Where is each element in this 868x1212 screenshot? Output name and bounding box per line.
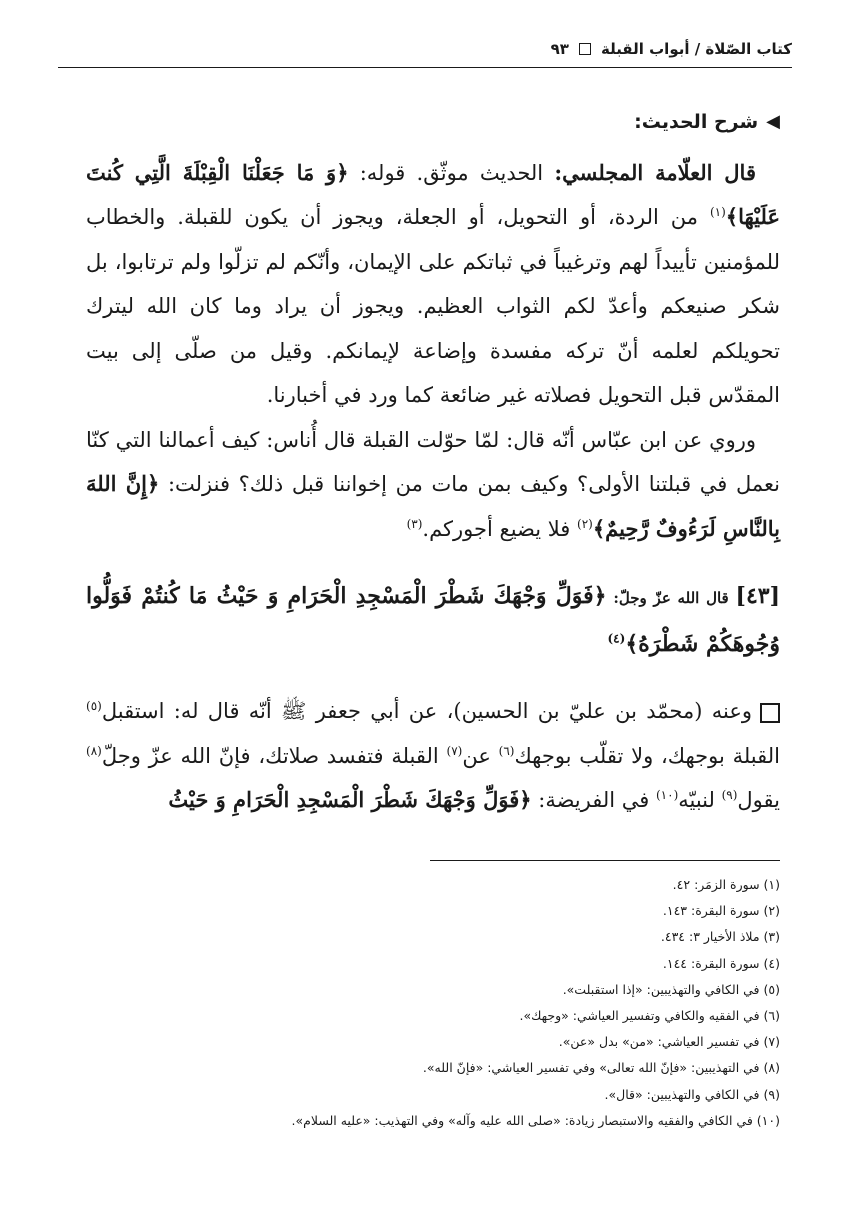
triangle-left-icon: ◀ (766, 111, 780, 132)
text-run: عن (462, 743, 499, 768)
footnote: (١٠) في الكافي والفقيه والاستبصار زيادة: «صلى الله عليه وآله» وفي التهذيب: «عليه السلام». (291, 1112, 780, 1128)
narration-paragraph (86, 689, 780, 823)
main-text (86, 100, 780, 823)
commentary-paragraph (86, 151, 780, 418)
text-run: القبلة فتفسد صلاتك، فإنّ الله عزّ وجلّ (101, 743, 447, 768)
footnote: (٢) سورة البقرة: ١٤٣. (662, 903, 780, 919)
footnote-ref: (٢) (577, 516, 593, 531)
text-run: لنبيّه (678, 788, 722, 812)
text-run: الحديث موثّق. قوله: (348, 160, 555, 185)
section-heading (86, 100, 780, 145)
footnotes (80, 872, 780, 1134)
quran-quote: ﴿إِنَّ اللهَ بِالنَّاسِ لَرَءُوفٌ رَّحِيمٌ﴾ (86, 471, 780, 541)
footnote-ref: (١) (709, 205, 726, 219)
quran-quote: ﴿وَ مَا جَعَلْنَا الْقِبْلَةَ الَّتِي كُنتَ عَلَيْهَا﴾ (86, 159, 780, 229)
footnote-ref: (٩) (721, 788, 738, 802)
text-run: وعنه (محمّد بن عليّ بن الحسين)، عن أبي جعفر ﷺ أنّه قال له: استقبل (101, 699, 752, 723)
footnote: (٦) في الفقيه والكافي وتفسير العياشي: «وجهك». (519, 1008, 780, 1024)
verse-text: ﴿فَوَلِّ وَجْهَكَ شَطْرَ الْمَسْجِدِ الْحَرَامِ وَ حَيْثُ مَا كُنتُمْ فَوَلُّوا وُجُوهَكُمْ شَطْرَهُ﴾ (86, 583, 780, 657)
footnote: (٧) في تفسير العياشي: «من» بدل «عن». (558, 1034, 780, 1050)
page-number: ٩٣ (550, 40, 569, 58)
verse-number: [٤٣] (735, 583, 781, 609)
footnote-ref: (٨) (86, 743, 102, 758)
footnote-ref: (٣) (406, 516, 423, 531)
footnote-ref: (١٠) (655, 788, 679, 802)
section-heading-label: شرح الحديث: (634, 111, 759, 133)
verse-block (86, 573, 780, 667)
text-run: في الفريضة: (531, 788, 656, 812)
text-run: فلا يضيع أجوركم. (422, 516, 578, 541)
quran-quote: ﴿فَوَلِّ وَجْهَكَ شَطْرَ الْمَسْجِدِ الْحَرَامِ وَ حَيْثُ (168, 787, 532, 812)
footnote: (٨) في التهذيبين: «فإنّ الله تعالى» وفي تفسير العياشي: «فإنّ الله». (422, 1060, 780, 1076)
footnote: (٤) سورة البقرة: ١٤٤. (662, 955, 780, 971)
header-title: كتاب الصّلاة / أبواب القبلة (600, 40, 792, 58)
footnote: (١) سورة الزمَر: ٤٢. (672, 877, 780, 892)
scholar-name: قال العلّامة المجلسي: (554, 159, 756, 185)
header-divider (58, 67, 792, 68)
footnote-ref: (٤) (607, 631, 626, 646)
footnote: (٥) في الكافي والتهذيبين: «إذا استقبلت». (562, 981, 780, 997)
square-marker-icon (760, 703, 780, 723)
square-icon (579, 43, 591, 55)
footnote-divider (430, 860, 780, 861)
running-header (58, 36, 792, 62)
footnote-ref: (٧) (446, 743, 463, 758)
footnote-ref: (٦) (498, 743, 515, 758)
text-run: يقول (737, 788, 780, 812)
text-run: وروي عن ابن عبّاس أنّه قال: لمّا حوّلت القبلة قال أُناس: كيف أعمالنا التي كنّا نعمل في قبلتنا الأولى؟ وكيف بمن مات من إخواننا قبل ذلك؟ فنزلت: (86, 427, 780, 496)
footnote: (٩) في الكافي والتهذيبين: «قال». (604, 1086, 780, 1102)
text-run: من الردة، أو التحويل، أو الجعلة، ويجوز أن يكون للقبلة. والخطاب للمؤمنين تأييداً لهم وترغيباً في ثباتكم على الإيمان، وأنّكم لم تزلّوا ولم ترتابوا، بل شكر صنيعكم وأعدّ لكم الثواب العظيم. ويجوز أن يراد وما كان الله ليترك تحويلكم لعلمه أنّ تركه مفسدة وإضاعة لإيمانكم. وقيل من صلّى إلى بيت المقدّس قبل التحويل فصلاته غير ضائعة كما ورد في أخبارنا. (86, 205, 780, 407)
text-run: القبلة بوجهك، ولا تقلّب بوجهك (514, 743, 780, 768)
commentary-paragraph (86, 418, 780, 552)
footnote-ref: (٥) (86, 699, 102, 713)
footnote: (٣) ملاذ الأخيار ٣: ٤٣٤. (660, 929, 780, 945)
verse-lead: قال الله عزّ وجلّ: (606, 589, 736, 607)
